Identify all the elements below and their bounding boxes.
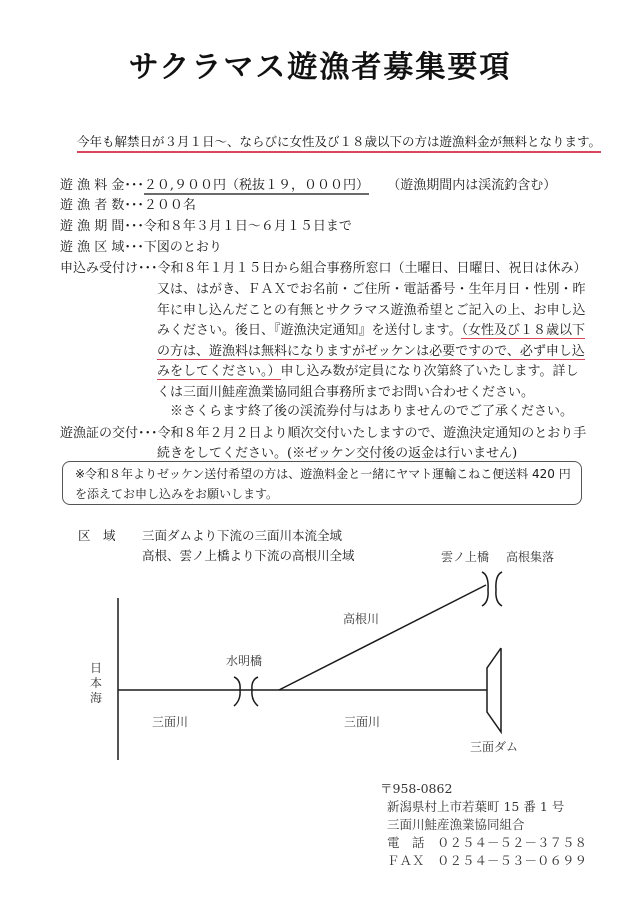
map-label-village: 高根集落 — [506, 550, 555, 564]
map-label-lower-bridge: 水明橋 — [226, 654, 263, 668]
area-section-label: 区 域 — [78, 528, 116, 543]
application-para-b: 申し込み数が定員になり次第終了いたします。詳しくは三面川鮭産漁業協同組合事務所までお問い合わせください。 — [157, 364, 579, 400]
application-note: ※さくらます終了後の渓流券付与はありませんのでご了承ください。 — [170, 404, 574, 419]
issuance-line1: 令和８年２月２日より順次交付いたしますので、遊漁決定通知のとおり手 — [157, 426, 587, 441]
application-para-red: （女性及び１８歳以下の方は、遊漁料は無料になりますがゼッケンは必要ですので、必ず申し込みをしてください。） — [157, 323, 585, 379]
dam-shape — [487, 648, 501, 732]
issuance-sep: ･･･ — [138, 426, 158, 441]
area-sep: ･･･ — [124, 240, 144, 255]
anglers-label: 遊 漁 者 数 — [60, 198, 125, 213]
fee-note: （遊漁期間内は渓流釣含む） — [387, 178, 557, 193]
map-label-river-right: 三面川 — [344, 715, 381, 729]
organization-name: 三面川鮭産漁業協同組合 — [387, 817, 525, 832]
area-line1: 三面ダムより下流の三面川本流全域 — [142, 528, 343, 543]
page-title: サクラマス遊漁者募集要項 — [128, 50, 512, 85]
map-label-sea: 日本海 — [89, 661, 102, 705]
period-sep: ･･･ — [124, 219, 144, 234]
application-sep: ･･･ — [138, 261, 158, 276]
application-para-a: 又は、はがき、ＦＡＸでお名前・ご住所・電話番号・生年月日・性別・昨年に申し込んだことの有無とサクラマス遊漁希望とご記入の上、お申し込みください。後日、『遊漁決定通知』を送付します。 — [157, 282, 586, 338]
area-value: 下図のとおり — [143, 240, 222, 255]
period-label: 遊 漁 期 間 — [60, 219, 125, 234]
free-fee-notice: 今年も解禁日が３月１日～、ならびに女性及び１８歳以下の方は遊漁料金が無料となります。 — [77, 132, 601, 153]
area-label: 遊 漁 区 域 — [60, 240, 125, 255]
issuance-line2: 続きをしてください。(※ゼッケン交付後の返金は行いません) — [157, 446, 518, 461]
period-value: 令和８年３月１日～６月１５日まで — [143, 219, 352, 234]
street-address: 新潟県村上市若葉町 15 番 1 号 — [387, 799, 565, 814]
suimei-bridge-left — [234, 677, 240, 706]
phone-number: 電 話 ０２５４－５２－３７５８ — [387, 835, 588, 850]
kumonoue-bridge-right — [496, 572, 502, 606]
fax-number: ＦＡＸ ０２５４－５３－０６９９ — [387, 853, 588, 868]
takane-river-line — [279, 585, 486, 690]
zekken-shipping-note: ※令和８年よりゼッケン送付希望の方は、遊漁料金と一緒にヤマト運輸こねこ便送料 420 円を添えてお申し込みをお願いします。 — [62, 461, 582, 505]
fee-value: ２０,９００円（税抜１９，０００円） — [143, 178, 370, 193]
application-line1: 令和８年１月１５日から組合事務所窓口（土曜日、日曜日、祝日は休み） — [157, 261, 587, 276]
fee-sep: ･･･ — [124, 178, 144, 193]
fee-label: 遊 漁 料 金 — [60, 178, 125, 193]
anglers-sep: ･･･ — [124, 198, 144, 213]
anglers-value: ２００名 — [143, 198, 196, 213]
map-label-takane-river: 高根川 — [343, 612, 380, 626]
area-line2: 高根、雲ノ上橋より下流の高根川全域 — [142, 548, 355, 563]
issuance-label: 遊漁証の交付 — [60, 426, 139, 441]
application-label: 申込み受付け — [60, 261, 139, 276]
kumonoue-bridge-left — [482, 572, 488, 606]
postal-code: 〒958-0862 — [380, 781, 453, 796]
map-label-upper-bridge: 雲ノ上橋 — [441, 550, 490, 564]
map-label-river-left: 三面川 — [152, 715, 189, 729]
suimei-bridge-right — [252, 677, 258, 706]
map-label-dam: 三面ダム — [470, 740, 519, 754]
